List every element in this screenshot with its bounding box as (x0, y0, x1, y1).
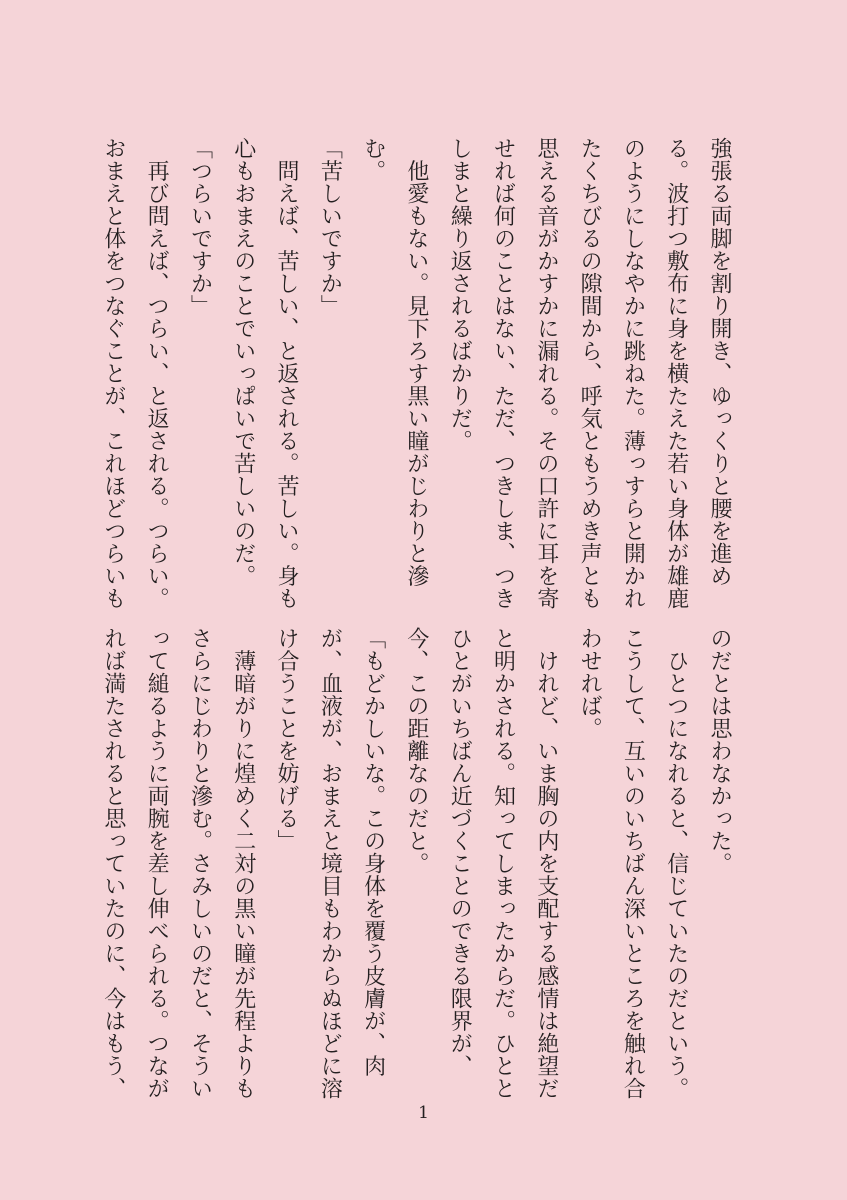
text-line: こうして、互いのいちばん深いところを触れ合 (620, 627, 646, 1100)
text-line: せれば何のことはない、ただ、つきしま、つき (490, 137, 516, 610)
text-line: 今、この距離なのだと。 (403, 627, 429, 875)
text-line: と明かされる。知ってしまったからだ。ひとと (490, 627, 516, 1100)
text-line: のだとは思わなかった。 (707, 627, 732, 875)
dialogue-line: 「苦しいですか」 (317, 137, 343, 317)
dialogue-line: 「つらいですか」 (187, 137, 213, 317)
dialogue-line: け合うことを妨げる」 (274, 627, 300, 852)
page-number: 1 (418, 1103, 429, 1123)
text-line: る。波打つ敷布に身を横たえた若い身体が雄鹿 (663, 137, 689, 610)
dialogue-line: 「もどかしいな。この身体を覆う皮膚が、肉 (360, 627, 386, 1077)
text-line: 薄暗がりに煌めく二対の黒い瞳が先程よりも (230, 627, 256, 1100)
text-line: れば満たされると思っていたのに、今はもう、 (100, 627, 126, 1100)
text-line: 他愛もない。見下ろす黒い瞳がじわりと滲 (403, 137, 429, 587)
text-line: けれど、いま胸の内を支配する感情は絶望だ (533, 627, 559, 1100)
dialogue-line: が、血液が、おまえと境目もわからぬほどに溶 (317, 627, 343, 1100)
text-line: 強張る両脚を割り開き、ゆっくりと腰を進め (707, 137, 732, 587)
text-line: 思える音がかすかに漏れる。その口許に耳を寄 (533, 137, 559, 610)
text-line: しまと繰り返されるばかりだ。 (447, 137, 473, 452)
text-line: 心もおまえのことでいっぱいで苦しいのだ。 (230, 137, 256, 587)
text-line: む。 (360, 137, 386, 182)
text-line: のようにしなやかに跳ねた。薄っすらと開かれ (620, 137, 646, 610)
text-line: たくちびるの隙間から、呼気ともうめき声とも (577, 137, 603, 610)
text-line: おまえと体をつなぐことが、これほどつらいも (100, 137, 126, 610)
text-block-top (100, 137, 741, 610)
text-line: 再び問えば、つらい、と返される。つらい。 (144, 137, 170, 610)
text-line: さらにじわりと滲む。さみしいのだと、そうい (187, 627, 213, 1100)
text-block-bottom (100, 627, 741, 1100)
text-line: ひとがいちばん近づくことのできる限界が、 (447, 627, 473, 1077)
text-line: 問えば、苦しい、と返される。苦しい。身も (274, 137, 300, 610)
text-line: って縋るように両腕を差し伸べられる。つなが (144, 627, 170, 1100)
text-line: わせれば。 (577, 627, 603, 740)
text-line: ひとつになれると、信じていたのだという。 (663, 627, 689, 1100)
